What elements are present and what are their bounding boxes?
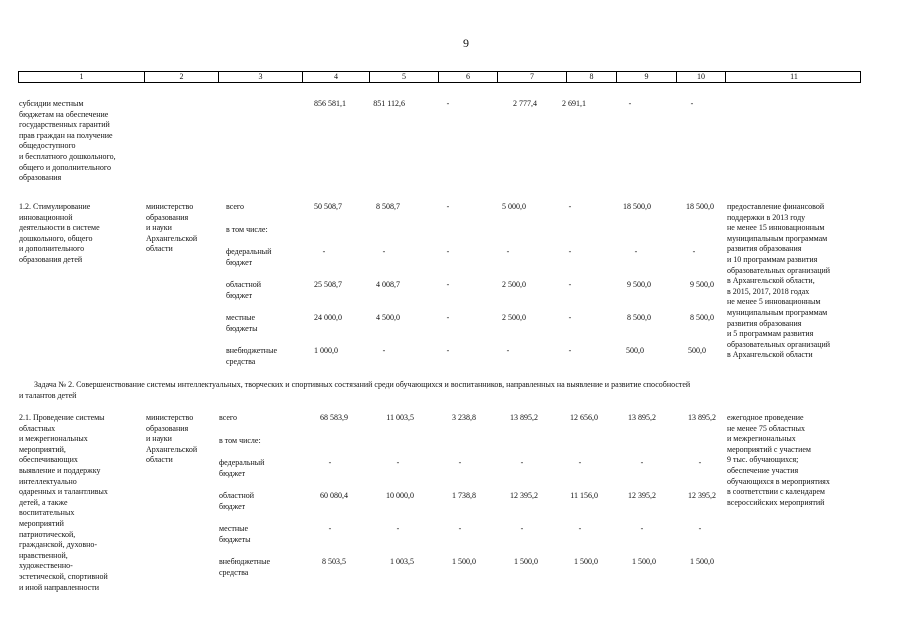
header-col-2: 2 xyxy=(144,72,218,82)
value-cell: - xyxy=(396,524,400,533)
header-col-6: 6 xyxy=(438,72,497,82)
value-cell: - xyxy=(568,247,572,256)
task-2-heading-continued: и талантов детей xyxy=(19,391,77,400)
value-cell: - xyxy=(382,247,386,256)
value-cell: 1 500,0 xyxy=(574,557,598,566)
value-cell: - xyxy=(634,247,638,256)
source-label: в том числе: xyxy=(219,436,261,445)
task-2-heading: Задача № 2. Совершенствование системы интеллектуальных, творческих и спортивных состязаний среди обучающихся и воспитанников, направленных на выявление и развитие способностей xyxy=(34,380,691,389)
value-cell: 18 500,0 xyxy=(623,202,651,211)
header-col-1: 1 xyxy=(79,72,84,81)
value-cell: 13 895,2 xyxy=(510,413,538,422)
item-1-2-title: 1.2. Стимулирование инновационной деятельности в системе дошкольного, общего и дополнительного образования детей xyxy=(19,202,100,264)
value-cell: - xyxy=(328,524,332,533)
subsidy-value-2012: 851 112,6 xyxy=(373,99,405,108)
value-cell: 10 000,0 xyxy=(386,491,414,500)
source-label: внебюджетные средства xyxy=(226,346,277,366)
value-cell: 12 395,2 xyxy=(628,491,656,500)
value-cell: - xyxy=(568,313,572,322)
subsidy-value-total: 856 581,1 xyxy=(314,99,346,108)
value-cell: 1 500,0 xyxy=(632,557,656,566)
source-label: областной бюджет xyxy=(219,491,255,511)
subsidy-value-2016: - xyxy=(628,99,632,108)
source-label: внебюджетные средства xyxy=(219,557,270,577)
value-cell: 500,0 xyxy=(688,346,706,355)
value-cell: 12 395,2 xyxy=(510,491,538,500)
header-col-7: 7 xyxy=(497,72,566,82)
value-cell: 11 156,0 xyxy=(570,491,598,500)
value-cell: - xyxy=(328,458,332,467)
value-cell: 24 000,0 xyxy=(314,313,342,322)
value-cell: 9 500,0 xyxy=(627,280,651,289)
value-cell: 8 500,0 xyxy=(627,313,651,322)
value-cell: 4 500,0 xyxy=(376,313,400,322)
value-cell: 1 500,0 xyxy=(514,557,538,566)
subsidy-description: субсидии местным бюджетам на обеспечение государственных гарантий прав граждан на получение общедоступного и бесплатного дошкольного, общего и дополнительного образования xyxy=(19,99,116,183)
source-label: федеральный бюджет xyxy=(219,458,265,478)
subsidy-value-2014: 2 777,4 xyxy=(513,99,537,108)
value-cell: - xyxy=(568,346,572,355)
value-cell: 18 500,0 xyxy=(686,202,714,211)
value-cell: - xyxy=(568,202,572,211)
source-label: местные бюджеты xyxy=(226,313,258,333)
value-cell: - xyxy=(458,458,462,467)
value-cell: - xyxy=(698,524,702,533)
source-label: областной бюджет xyxy=(226,280,262,300)
item-1-2-result: предоставление финансовой поддержки в 2013 году не менее 15 инновационным муниципальным программам развития образования и 10 программам развития образовательных организаций в Архангельской области, в 2015, 2017, 2018 годах не менее 5 инновационным муниципальным программам развития образования и 5 программам развития образовательных организаций в Архангельской области xyxy=(727,202,831,360)
value-cell: - xyxy=(446,247,450,256)
header-col-5: 5 xyxy=(369,72,438,82)
value-cell: 9 500,0 xyxy=(690,280,714,289)
header-col-3: 3 xyxy=(218,72,302,82)
item-2-1-executor: министерство образования и науки Архангельской области xyxy=(146,413,198,465)
table-header-row xyxy=(18,71,861,83)
page-number: 9 xyxy=(463,36,469,50)
value-cell: 50 508,7 xyxy=(314,202,342,211)
header-col-11: 11 xyxy=(725,72,862,82)
value-cell: 12 395,2 xyxy=(688,491,716,500)
item-1-2-executor: министерство образования и науки Архангельской области xyxy=(146,202,198,254)
value-cell: 2 500,0 xyxy=(502,280,526,289)
value-cell: 68 583,9 xyxy=(320,413,348,422)
value-cell: - xyxy=(446,202,450,211)
source-label: федеральный бюджет xyxy=(226,247,272,267)
value-cell: - xyxy=(578,524,582,533)
value-cell: 1 500,0 xyxy=(690,557,714,566)
value-cell: - xyxy=(382,346,386,355)
value-cell: 11 003,5 xyxy=(386,413,414,422)
value-cell: - xyxy=(446,346,450,355)
value-cell: - xyxy=(520,524,524,533)
value-cell: 1 000,0 xyxy=(314,346,338,355)
value-cell: 5 000,0 xyxy=(502,202,526,211)
value-cell: - xyxy=(446,313,450,322)
value-cell: 1 500,0 xyxy=(452,557,476,566)
value-cell: - xyxy=(446,280,450,289)
value-cell: 3 238,8 xyxy=(452,413,476,422)
value-cell: 2 500,0 xyxy=(502,313,526,322)
value-cell: - xyxy=(640,524,644,533)
value-cell: 1 738,8 xyxy=(452,491,476,500)
header-col-10: 10 xyxy=(676,72,725,82)
value-cell: 8 503,5 xyxy=(322,557,346,566)
value-cell: 500,0 xyxy=(626,346,644,355)
value-cell: 12 656,0 xyxy=(570,413,598,422)
subsidy-value-2017: - xyxy=(690,99,694,108)
item-2-1-result: ежегодное проведение не менее 75 областных и межрегиональных мероприятий с участием 9 тыс. обучающихся; обеспечение участия обучающихся в мероприятиях в соответствии с календарем всероссийских мероприятий xyxy=(727,413,830,507)
value-cell: 4 008,7 xyxy=(376,280,400,289)
header-col-8: 8 xyxy=(566,72,616,82)
subsidy-value-2013: - xyxy=(446,99,450,108)
value-cell: 8 500,0 xyxy=(690,313,714,322)
value-cell: - xyxy=(322,247,326,256)
value-cell: 25 508,7 xyxy=(314,280,342,289)
source-label: всего xyxy=(226,202,245,211)
source-label: в том числе: xyxy=(226,225,268,234)
value-cell: - xyxy=(698,458,702,467)
source-label: местные бюджеты xyxy=(219,524,251,544)
value-cell: - xyxy=(692,247,696,256)
value-cell: 13 895,2 xyxy=(688,413,716,422)
item-2-1-title: 2.1. Проведение системы областных и межрегиональных мероприятий, обеспечивающих выявление и поддержку интеллектуально одаренных и талантливых детей, а также воспитательных мероприятий патриотической, гражданской, духовно- нравственной, художественно- эстетической, спортивной и иной направленности xyxy=(19,413,108,592)
value-cell: - xyxy=(640,458,644,467)
value-cell: 13 895,2 xyxy=(628,413,656,422)
value-cell: 1 003,5 xyxy=(390,557,414,566)
value-cell: - xyxy=(578,458,582,467)
value-cell: - xyxy=(568,280,572,289)
header-col-9: 9 xyxy=(616,72,676,82)
source-label: всего xyxy=(219,413,238,422)
value-cell: - xyxy=(506,346,510,355)
header-col-4: 4 xyxy=(302,72,369,82)
value-cell: 8 508,7 xyxy=(376,202,400,211)
value-cell: - xyxy=(458,524,462,533)
subsidy-value-2015: 2 691,1 xyxy=(562,99,586,108)
value-cell: - xyxy=(506,247,510,256)
value-cell: - xyxy=(520,458,524,467)
value-cell: 60 080,4 xyxy=(320,491,348,500)
value-cell: - xyxy=(396,458,400,467)
